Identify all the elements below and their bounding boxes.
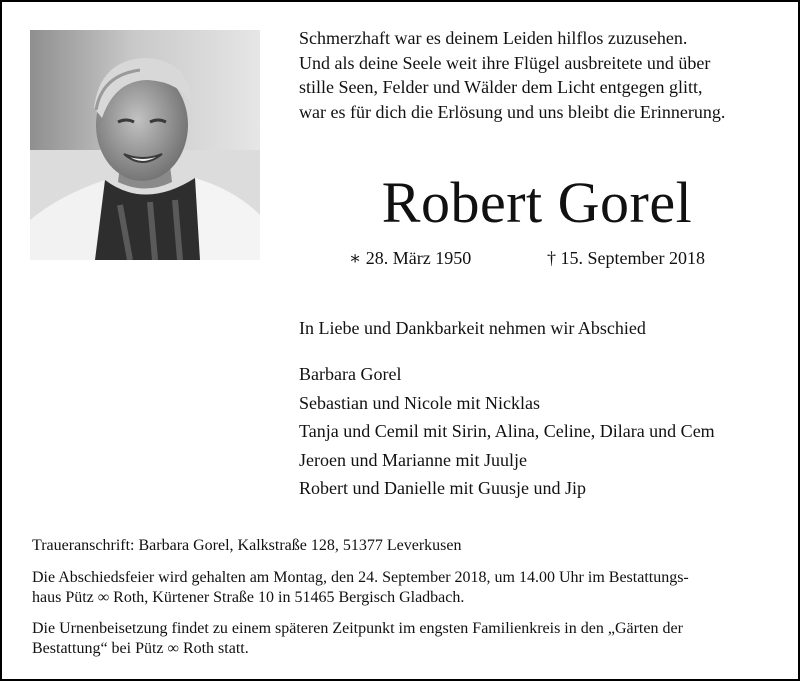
burial-info: [32, 619, 778, 659]
poem-line: stille Seen, Felder und Wälder dem Licht entgegen glitt,: [299, 77, 703, 97]
poem-line: Schmerzhaft war es deinem Leiden hilflos zuzusehen.: [299, 28, 688, 48]
mourner-entry: Tanja und Cemil mit Sirin, Alina, Celine, Dilara und Cem: [299, 421, 715, 442]
portrait-photo: [30, 30, 260, 260]
mourning-address: Traueranschrift: Barbara Gorel, Kalkstraße 128, 51377 Leverkusen: [32, 537, 462, 554]
birth-date: ∗ 28. März 1950: [349, 248, 472, 268]
poem: [299, 26, 789, 124]
mourner-entry: Sebastian und Nicole mit Nicklas: [299, 392, 540, 413]
deceased-name: Robert Gorel: [381, 170, 693, 235]
poem-line: Und als deine Seele weit ihre Flügel ausbreitete und über: [299, 52, 711, 73]
burial-line: Die Urnenbeisetzung findet zu einem späteren Zeitpunkt im engsten Familienkreis in den „Gärten der: [32, 620, 683, 637]
poem-line: war es für dich die Erlösung und uns bleibt die Erinnerung.: [299, 101, 726, 122]
ceremony-line: haus Pütz ∞ Roth, Kürtener Straße 10 in 51465 Bergisch Gladbach.: [32, 589, 465, 606]
portrait-image: [30, 30, 260, 260]
mourner-entry: Barbara Gorel: [299, 364, 402, 384]
mourners-list: [299, 360, 715, 503]
mourner-entry: Robert und Danielle mit Guusje und Jip: [299, 478, 586, 499]
death-date: † 15. September 2018: [547, 248, 705, 268]
burial-line: Bestattung“ bei Pütz ∞ Roth statt.: [32, 640, 249, 657]
farewell-line: In Liebe und Dankbarkeit nehmen wir Abschied: [299, 318, 646, 338]
mourner-entry: Jeroen und Marianne mit Juulje: [299, 449, 527, 470]
ceremony-line: Die Abschiedsfeier wird gehalten am Montag, den 24. September 2018, um 14.00 Uhr im Bestattungs-: [32, 569, 689, 586]
ceremony-info: [32, 568, 778, 608]
